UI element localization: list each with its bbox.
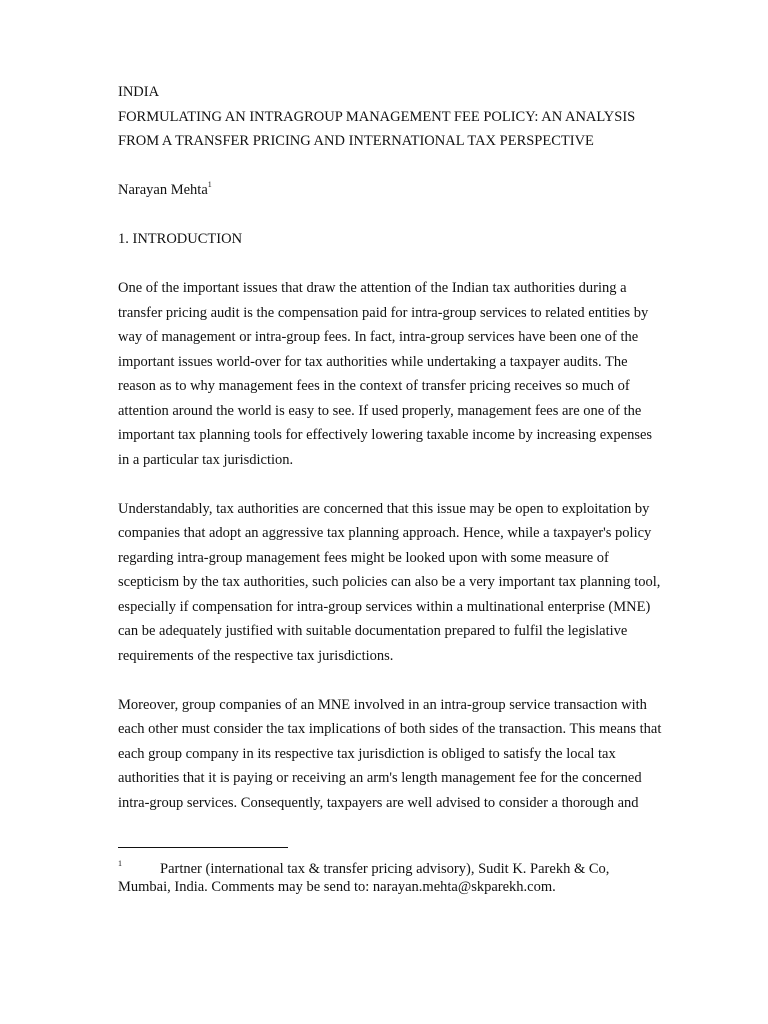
title-line-2: FROM A TRANSFER PRICING AND INTERNATIONAL TAX PERSPECTIVE xyxy=(118,133,594,149)
document-body xyxy=(118,80,662,815)
paragraph-2 xyxy=(118,497,661,669)
country-heading: INDIA xyxy=(118,84,160,100)
paragraph-line: authorities that it is paying or receiving an arm's length management fee for the concerned xyxy=(118,770,642,786)
paragraph-line: can be adequately justified with suitable documentation prepared to fulfil the legislative xyxy=(118,623,628,639)
paragraph-line: regarding intra-group management fees might be looked upon with some measure of xyxy=(118,549,609,566)
paragraph-line: way of management or intra-group fees. In fact, intra-group services have been one of the xyxy=(118,329,639,345)
author-line xyxy=(118,178,638,203)
footnote-separator xyxy=(118,847,288,848)
paragraph-1 xyxy=(118,276,653,472)
footnote-line-1: 1 Partner (international tax & transfer pricing advisory), Sudit K. Parekh & Co, xyxy=(118,859,610,877)
paragraph-line: important tax planning tools for effectively lowering taxable income by increasing expenses xyxy=(118,427,653,443)
title-line-1: FORMULATING AN INTRAGROUP MANAGEMENT FEE POLICY: AN ANALYSIS xyxy=(118,108,636,125)
paragraph-line: especially if compensation for intra-group services within a multinational enterprise (MNE) xyxy=(118,598,651,615)
paragraph-line: attention around the world is easy to see. If used properly, management fees are one of the xyxy=(118,402,642,419)
paragraph-line: scepticism by the tax authorities, such policies can also be a very important tax planning tool, xyxy=(118,574,661,590)
paragraph-line: each group company in its respective tax jurisdiction is obliged to satisfy the local tax xyxy=(118,745,616,762)
footnote-text: Partner (international tax & transfer pricing advisory), Sudit K. Parekh & Co, xyxy=(160,861,610,877)
paragraph-line: each other must consider the tax implications of both sides of the transaction. This means that xyxy=(118,721,662,737)
paragraph-line: transfer pricing audit is the compensation paid for intra-group services to related entities by xyxy=(118,304,649,321)
paragraph-3 xyxy=(118,693,662,816)
footnote xyxy=(118,860,638,896)
paragraph-line: requirements of the respective tax jurisdictions. xyxy=(118,647,394,664)
paragraph-line: important issues world-over for tax authorities while undertaking a taxpayer audits. The xyxy=(118,353,628,370)
author-footnote-mark: 1 xyxy=(207,180,212,189)
paragraph-line: Moreover, group companies of an MNE involved in an intra-group service transaction with xyxy=(118,696,647,713)
paragraph-line: One of the important issues that draw the attention of the Indian tax authorities during a xyxy=(118,280,627,296)
footnote-line-2: Mumbai, India. Comments may be send to: narayan.mehta@skparekh.com. xyxy=(118,879,556,895)
paragraph-line: companies that adopt an aggressive tax planning approach. Hence, while a taxpayer's policy xyxy=(118,525,652,541)
paragraph-line: in a particular tax jurisdiction. xyxy=(118,451,294,468)
section-heading: 1. INTRODUCTION xyxy=(118,231,243,247)
author-name: Narayan Mehta xyxy=(118,182,208,198)
paragraph-line: intra-group services. Consequently, taxpayers are well advised to consider a thorough and xyxy=(118,794,639,811)
paragraph-line: reason as to why management fees in the context of transfer pricing receives so much of xyxy=(118,378,630,394)
paragraph-line: Understandably, tax authorities are concerned that this issue may be open to exploitation by xyxy=(118,500,650,517)
